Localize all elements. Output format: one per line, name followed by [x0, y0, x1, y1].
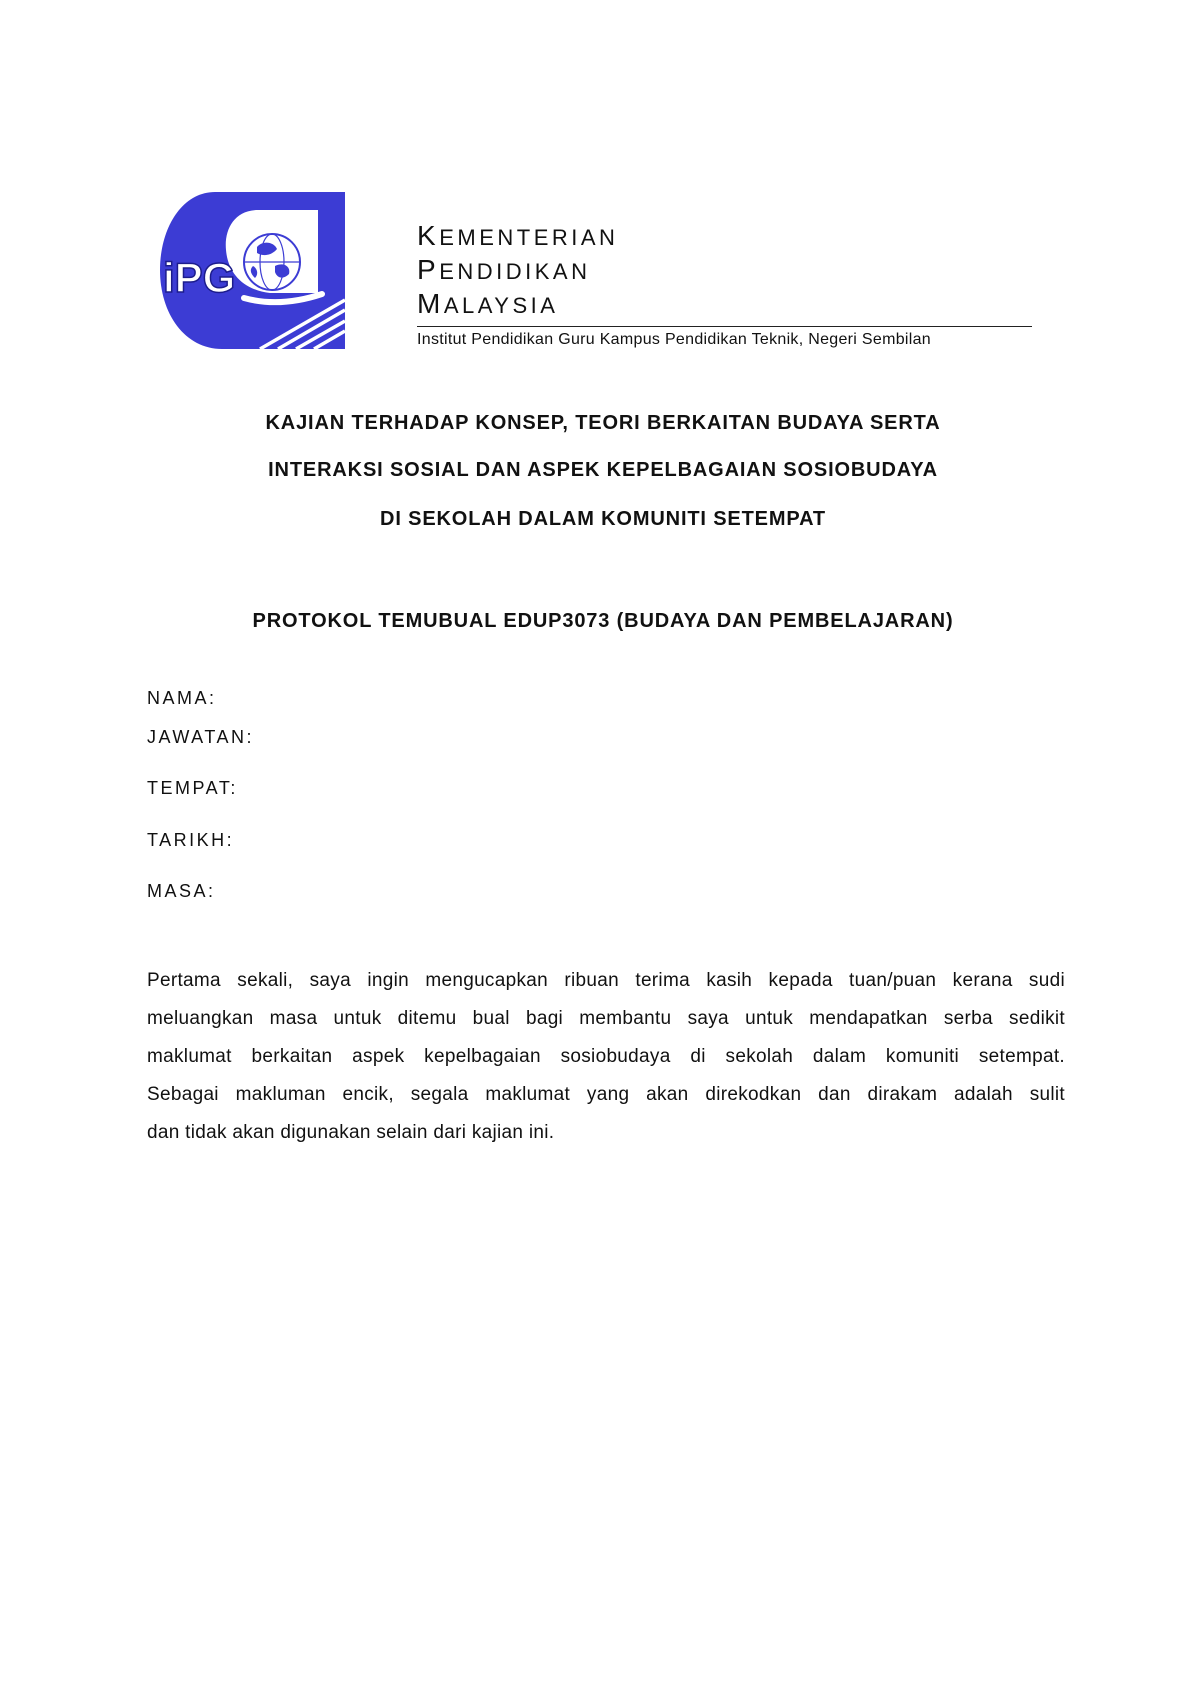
intro-paragraph: [147, 962, 1065, 1152]
globe-icon: [244, 234, 300, 290]
field-label-masa: MASA:: [147, 881, 216, 901]
institute-name: Institut Pendidikan Guru Kampus Pendidikan Teknik, Negeri Sembilan: [417, 331, 932, 348]
field-label-tarikh: TARIKH:: [147, 830, 235, 850]
paragraph-line: maklumat berkaitan aspek kepelbagaian sosiobudaya di sekolah dalam komuniti setempat.: [147, 1046, 1065, 1067]
paragraph-line: Pertama sekali, saya ingin mengucapkan ribuan terima kasih kepada tuan/puan kerana sudi: [147, 970, 1065, 991]
paragraph-line: dan tidak akan digunakan selain dari kajian ini.: [147, 1122, 555, 1143]
paragraph-line: meluangkan masa untuk ditemu bual bagi membantu saya untuk mendapatkan serba sedikit: [147, 1008, 1065, 1029]
ipg-logo: [160, 192, 345, 349]
ministry-line-2: PENDIDIKAN: [417, 254, 591, 285]
ministry-name: [417, 219, 618, 321]
logo-text: iPG: [163, 254, 236, 301]
paragraph-line: Sebagai makluman encik, segala maklumat yang akan direkodkan dan dirakam adalah sulit: [147, 1084, 1065, 1105]
title-line-1: KAJIAN TERHADAP KONSEP, TEORI BERKAITAN BUDAYA SERTA: [265, 412, 941, 434]
title-line-2: INTERAKSI SOSIAL DAN ASPEK KEPELBAGAIAN SOSIOBUDAYA: [268, 459, 938, 481]
field-label-jawatan: JAWATAN:: [147, 727, 254, 747]
header-divider: [417, 326, 1032, 327]
field-label-tempat: TEMPAT:: [147, 778, 238, 798]
ministry-line-3: MALAYSIA: [417, 288, 559, 319]
ministry-line-1: KEMENTERIAN: [417, 220, 619, 251]
protocol-title: PROTOKOL TEMUBUAL EDUP3073 (BUDAYA DAN PEMBELAJARAN): [252, 610, 954, 632]
title-line-3: DI SEKOLAH DALAM KOMUNITI SETEMPAT: [380, 508, 826, 530]
field-label-nama: NAMA:: [147, 688, 217, 708]
